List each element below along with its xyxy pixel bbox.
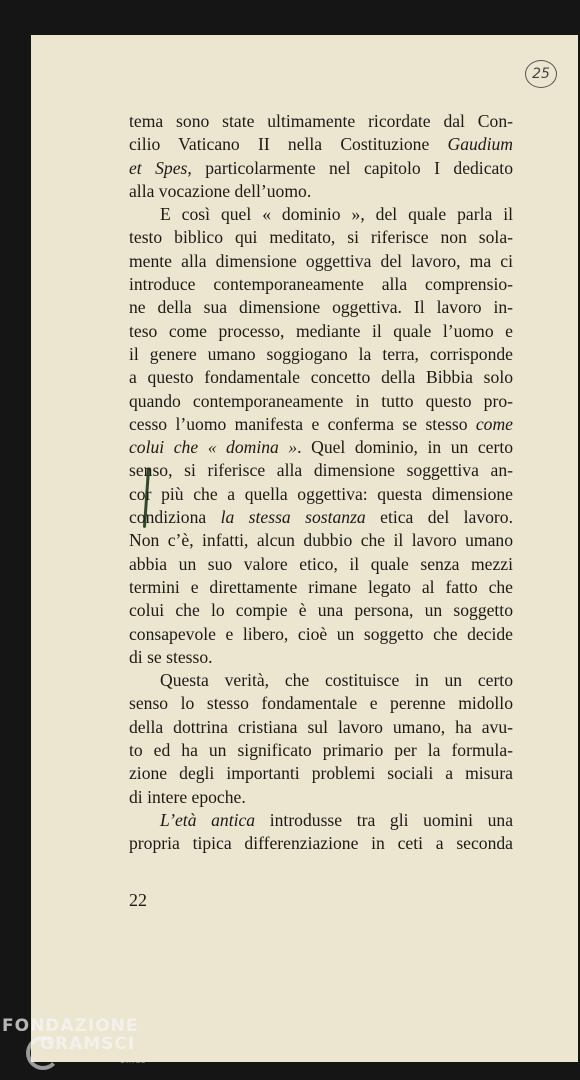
text-line: a questo fondamentale concetto della Bibbia solo: [129, 367, 513, 388]
italic-text: et Spes,: [129, 157, 192, 178]
text-line: colui che lo compie è una persona, un soggetto: [129, 600, 513, 621]
text-line: condiziona la stessa sostanza etica del lavoro.: [129, 507, 513, 528]
body-text: [129, 110, 513, 856]
text-line: alla vocazione dell’uomo.: [129, 180, 312, 201]
text-line: termini e direttamente rimane legato al fatto che: [129, 576, 513, 597]
text-line: cesso l’uomo manifesta e conferma se stesso come: [129, 413, 513, 434]
text-line: colui che « domina ». Quel dominio, in un certo: [129, 437, 514, 458]
text-line: il genere umano soggiogano la terra, corrisponde: [129, 343, 513, 364]
text-line: zione degli importanti problemi sociali a misura: [129, 763, 513, 784]
text-line: senso lo stesso fondamentale e perenne midollo: [129, 693, 513, 714]
text-line: ne della sua dimensione oggettiva. Il lavoro in-: [129, 297, 513, 318]
text-line: quando contemporaneamente in tutto questo pro-: [129, 390, 513, 411]
watermark-line-2: GRAMSCI: [40, 1034, 136, 1054]
text-line: abbia un suo valore etico, il quale senza mezzi: [129, 553, 513, 574]
text-line: tema sono state ultimamente ricordate dal Con-: [129, 111, 513, 131]
italic-text: Gaudium: [447, 134, 513, 155]
text-line: to ed ha un significato primario per la formula-: [129, 740, 513, 761]
text-line: consapevole e libero, cioè un soggetto che decide: [129, 623, 513, 644]
text-line: cilio Vaticano II nella Costituzione Gaudium: [129, 134, 513, 155]
watermark-line-1: FONDAZIONE: [2, 1016, 139, 1036]
text-line: testo biblico qui meditato, si riferisce non sola-: [129, 227, 513, 248]
text-line: di intere epoche.: [129, 786, 246, 807]
text-line: senso, si riferisce alla dimensione soggettiva an-: [129, 460, 513, 481]
text-line: introduce contemporaneamente alla comprensio-: [129, 274, 513, 295]
text-line: et Spes, particolarmente nel capitolo I dedicato: [129, 157, 513, 178]
italic-text: colui che « domina »: [129, 437, 298, 458]
text-line: della dottrina cristiana sul lavoro umano, ha avu-: [129, 716, 513, 737]
text-line: L’età antica introdusse tra gli uomini una: [160, 809, 514, 830]
page-number: 22: [129, 890, 147, 910]
watermark-line-3: onlus: [120, 1056, 147, 1065]
handwritten-page-annotation: 25: [525, 60, 557, 88]
fondazione-gramsci-watermark: [2, 1016, 147, 1065]
italic-text: la stessa sostanza: [220, 507, 366, 528]
italic-text: come: [475, 413, 513, 434]
text-line: E così quel « dominio », del quale parla il: [160, 204, 513, 225]
text-line: cor più che a quella oggettiva: questa dimensione: [129, 483, 513, 504]
text-line: di se stesso.: [129, 646, 213, 667]
text-line: Questa verità, che costituisce in un certo: [160, 670, 513, 691]
italic-text: L’età antica: [160, 809, 256, 830]
text-line: teso come processo, mediante il quale l’uomo e: [129, 320, 513, 341]
text-line: Non c’è, infatti, alcun dubbio che il lavoro umano: [129, 530, 513, 551]
watermark-logo-icon: [26, 1036, 60, 1070]
text-line: propria tipica differenziazione in ceti a seconda: [129, 833, 513, 854]
text-line: mente alla dimensione oggettiva del lavoro, ma ci: [129, 250, 513, 271]
